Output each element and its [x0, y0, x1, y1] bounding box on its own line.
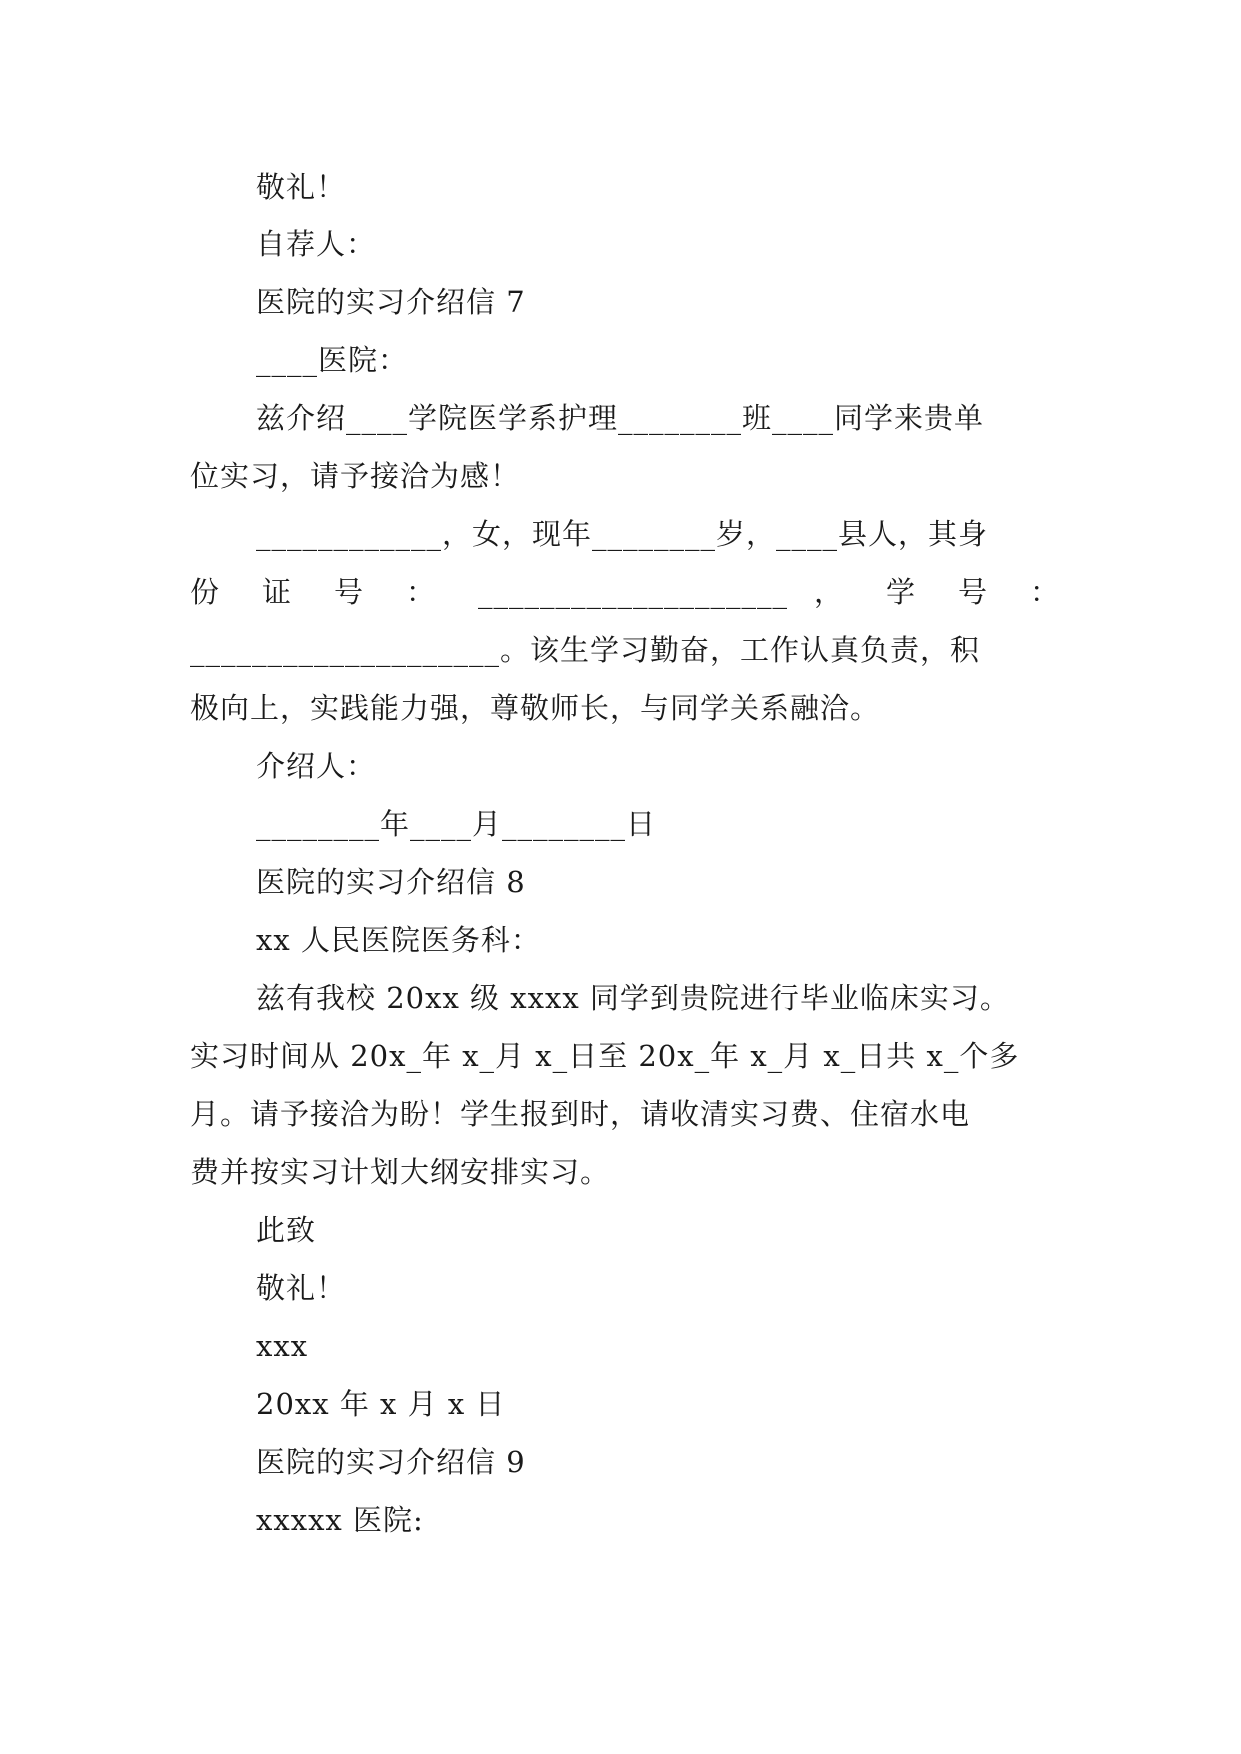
text-line: ____医院： — [256, 343, 409, 377]
text-line: 兹有我校 20xx 级 xxxx 同学到贵院进行毕业临床实习。 — [256, 981, 1010, 1015]
section-heading: 医院的实习介绍信 7 — [256, 285, 526, 319]
text-line: 20xx 年 x 月 x 日 — [256, 1387, 506, 1421]
text-line: 自荐人： — [256, 227, 377, 261]
text-line: xxxxx 医院: — [256, 1503, 424, 1537]
text-line: 此致 — [256, 1213, 317, 1247]
section-heading: 医院的实习介绍信 8 — [256, 865, 526, 899]
text-line: 月。请予接洽为盼！学生报到时，请收清实习费、住宿水电 — [190, 1097, 971, 1131]
text-line: xxx — [256, 1329, 309, 1363]
text-line: ____________________。该生学习勤奋，工作认真负责，积 — [190, 633, 981, 667]
text-line: 敬礼！ — [256, 170, 347, 204]
text-line: 费并按实习计划大纲安排实习。 — [190, 1155, 611, 1189]
text-line: 份 证 号 ： ____________________ ， 学 号 ： — [190, 575, 1060, 609]
text-line: 极向上，实践能力强，尊敬师长，与同学关系融洽。 — [190, 691, 881, 725]
section-heading: 医院的实习介绍信 9 — [256, 1445, 526, 1479]
text-line: 实习时间从 20x_年 x_月 x_日至 20x_年 x_月 x_日共 x_个多 — [190, 1039, 1020, 1073]
text-line: 敬礼！ — [256, 1271, 347, 1305]
text-line: ________年____月________日 — [256, 807, 657, 841]
text-line: 介绍人： — [256, 749, 377, 783]
text-line: xx 人民医院医务科： — [256, 923, 541, 957]
text-line: ____________，女，现年________岁，____县人，其身 — [256, 517, 989, 551]
text-line: 兹介绍____学院医学系护理________班____同学来贵单 — [256, 401, 985, 435]
text-line: 位实习，请予接洽为感！ — [190, 459, 521, 493]
